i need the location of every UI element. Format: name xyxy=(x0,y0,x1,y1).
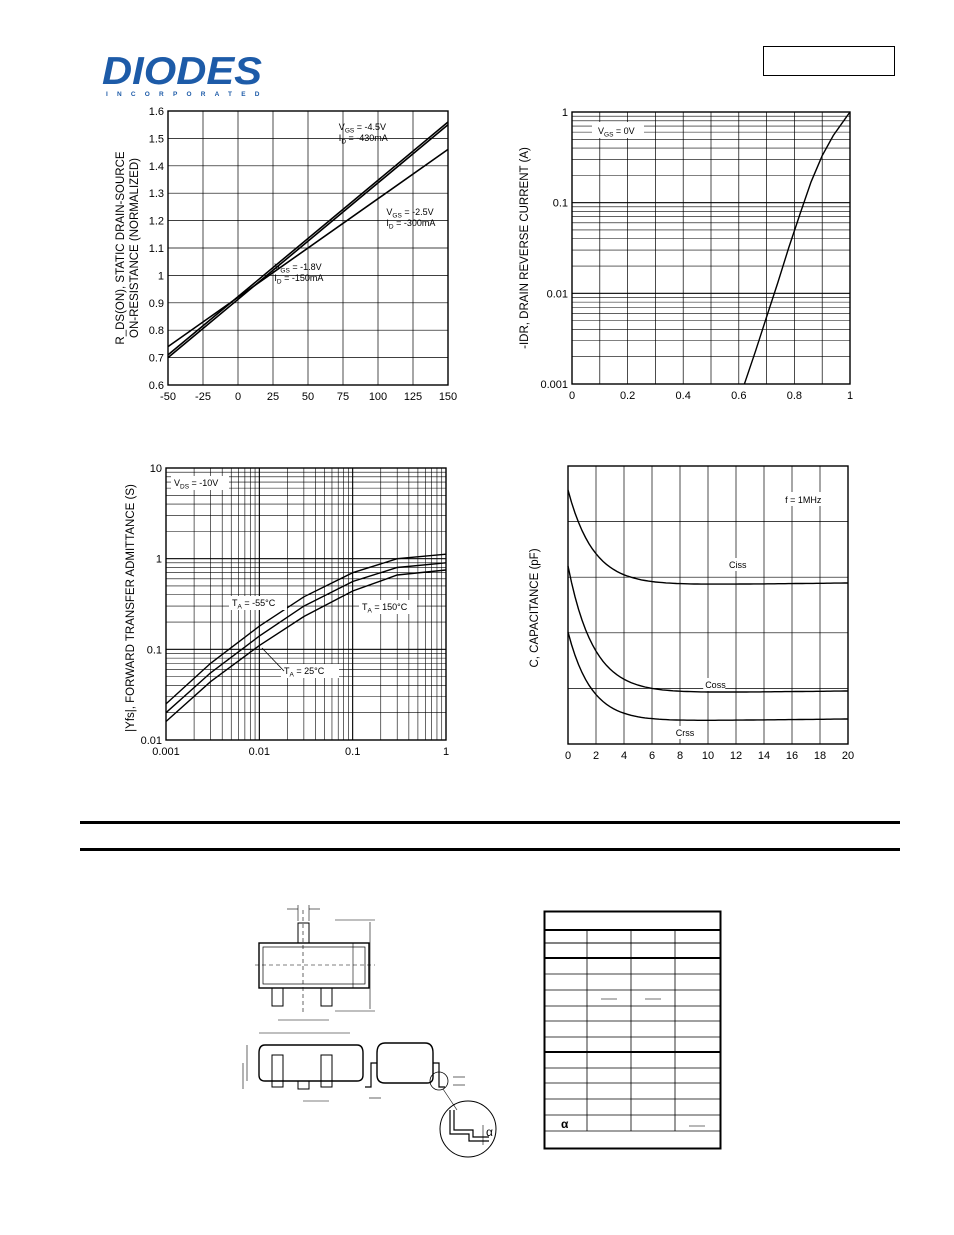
y-axis-label: C, CAPACITANCE (pF) xyxy=(529,548,541,668)
series-label: Ciss xyxy=(729,560,747,570)
annotation-leader xyxy=(262,648,284,671)
annotation-label: $V_{DS} = -10V$ xyxy=(174,478,219,491)
annotation-label: $T_A = -55^\circ C$ xyxy=(232,598,276,611)
x-tick-label: 150 xyxy=(438,391,458,403)
y-tick-label: 0.8 xyxy=(148,325,164,338)
annotation-label: f = 1MHz xyxy=(785,495,822,505)
curve-label: $V_{GS} = -4.5V$ xyxy=(338,122,387,135)
x-tick-label: 16 xyxy=(785,750,799,762)
y-tick-label: 0.01 xyxy=(546,288,568,301)
x-tick-label: 8 xyxy=(676,750,684,762)
x-tick-label: 25 xyxy=(266,391,280,403)
x-tick-label: 1 xyxy=(442,746,450,758)
annotation-label: $T_A = 150^\circ C$ xyxy=(362,602,408,615)
x-tick-label: 0.8 xyxy=(786,390,803,402)
x-tick-label: 0.01 xyxy=(248,746,271,758)
series-line xyxy=(744,112,850,384)
diodes-logo xyxy=(100,48,270,100)
logo-tagline: INCORPORATED xyxy=(106,91,269,98)
series-line xyxy=(166,570,446,722)
y-tick-label: 1.3 xyxy=(148,188,164,201)
curve-label: $I_D = -430mA$ xyxy=(338,133,388,146)
y-tick-label: 0.1 xyxy=(146,644,162,657)
series-label: Crss xyxy=(675,728,695,738)
x-tick-label: 0.2 xyxy=(619,390,636,402)
y-tick-label: 1 xyxy=(561,107,568,119)
annotation-label: $V_{GS} = 0V$ xyxy=(598,126,635,139)
x-tick-label: -50 xyxy=(160,391,176,403)
x-tick-label: 0.1 xyxy=(345,746,361,758)
y-tick-label: 0.1 xyxy=(552,197,568,210)
y-tick-label: 10 xyxy=(149,463,162,475)
y-tick-label: 1.6 xyxy=(148,106,164,118)
x-tick-label: 50 xyxy=(301,391,315,403)
y-axis-label: -IDR, DRAIN REVERSE CURRENT (A) xyxy=(519,147,531,349)
curve-label: $V_{GS} = -2.5V$ xyxy=(386,207,434,220)
curve-label: $I_D = -300mA$ xyxy=(386,218,436,231)
y-tick-label: 1 xyxy=(157,270,164,283)
x-tick-label: 0.4 xyxy=(675,390,691,402)
y-tick-label: 0.01 xyxy=(140,735,162,747)
detail-alpha-symbol: α xyxy=(486,1125,493,1139)
y-axis-label: R_DS(ON), STATIC DRAIN-SOURCE xyxy=(115,151,127,345)
series-line xyxy=(166,554,446,704)
y-tick-label: 0.9 xyxy=(148,297,164,310)
series-label: Coss xyxy=(705,680,726,690)
x-tick-label: 100 xyxy=(368,391,388,403)
chart-rdson-vs-temperature xyxy=(100,100,460,410)
x-tick-label: 0 xyxy=(568,390,576,402)
section-rule-bottom xyxy=(80,848,900,851)
x-tick-label: 75 xyxy=(336,391,350,403)
y-tick-label: 0.001 xyxy=(540,379,568,391)
chart-drain-reverse-current xyxy=(510,100,870,410)
x-tick-label: 125 xyxy=(403,391,423,403)
x-tick-label: 10 xyxy=(701,750,715,762)
annotation-label: $T_A = 25^\circ C$ xyxy=(284,666,325,679)
logo-wordmark: DIODES xyxy=(102,50,262,93)
x-tick-label: -25 xyxy=(195,391,211,403)
x-tick-label: 0 xyxy=(564,750,572,762)
y-tick-label: 1.4 xyxy=(148,160,164,173)
y-axis-label: ON-RESISTANCE (NORMALIZED) xyxy=(129,158,141,338)
y-tick-label: 1 xyxy=(155,553,162,566)
y-tick-label: 0.6 xyxy=(148,380,164,392)
y-tick-label: 0.7 xyxy=(148,352,164,365)
curve-label: $V_{GS} = -1.8V$ xyxy=(274,261,322,275)
part-number-box xyxy=(763,46,895,76)
x-tick-label: 12 xyxy=(729,750,743,762)
y-tick-label: 1.2 xyxy=(148,215,164,228)
x-tick-label: 2 xyxy=(592,750,600,762)
y-tick-label: 1.1 xyxy=(148,243,164,255)
y-axis-label: |Yfs|, FORWARD TRANSFER ADMITTANCE (S) xyxy=(125,484,137,732)
x-tick-label: 20 xyxy=(841,750,855,762)
chart-forward-transfer-admittance xyxy=(110,460,460,770)
x-tick-label: 0.001 xyxy=(152,746,180,758)
chart-capacitance xyxy=(520,460,870,770)
x-tick-label: 18 xyxy=(813,750,827,762)
x-tick-label: 0 xyxy=(234,391,242,403)
section-rule-top xyxy=(80,821,900,824)
package-dimensions-table xyxy=(543,910,723,1152)
y-tick-label: 1.5 xyxy=(148,133,164,146)
package-outline-drawing xyxy=(225,895,515,1165)
x-tick-label: 0.6 xyxy=(731,390,747,402)
x-tick-label: 6 xyxy=(648,750,656,762)
x-tick-label: 14 xyxy=(757,750,771,762)
table-alpha-symbol: α xyxy=(561,1117,569,1131)
series-line xyxy=(166,563,446,713)
x-tick-label: 1 xyxy=(846,390,854,402)
curve-label: $I_D = -150mA$ xyxy=(274,272,324,286)
x-tick-label: 4 xyxy=(620,750,628,762)
